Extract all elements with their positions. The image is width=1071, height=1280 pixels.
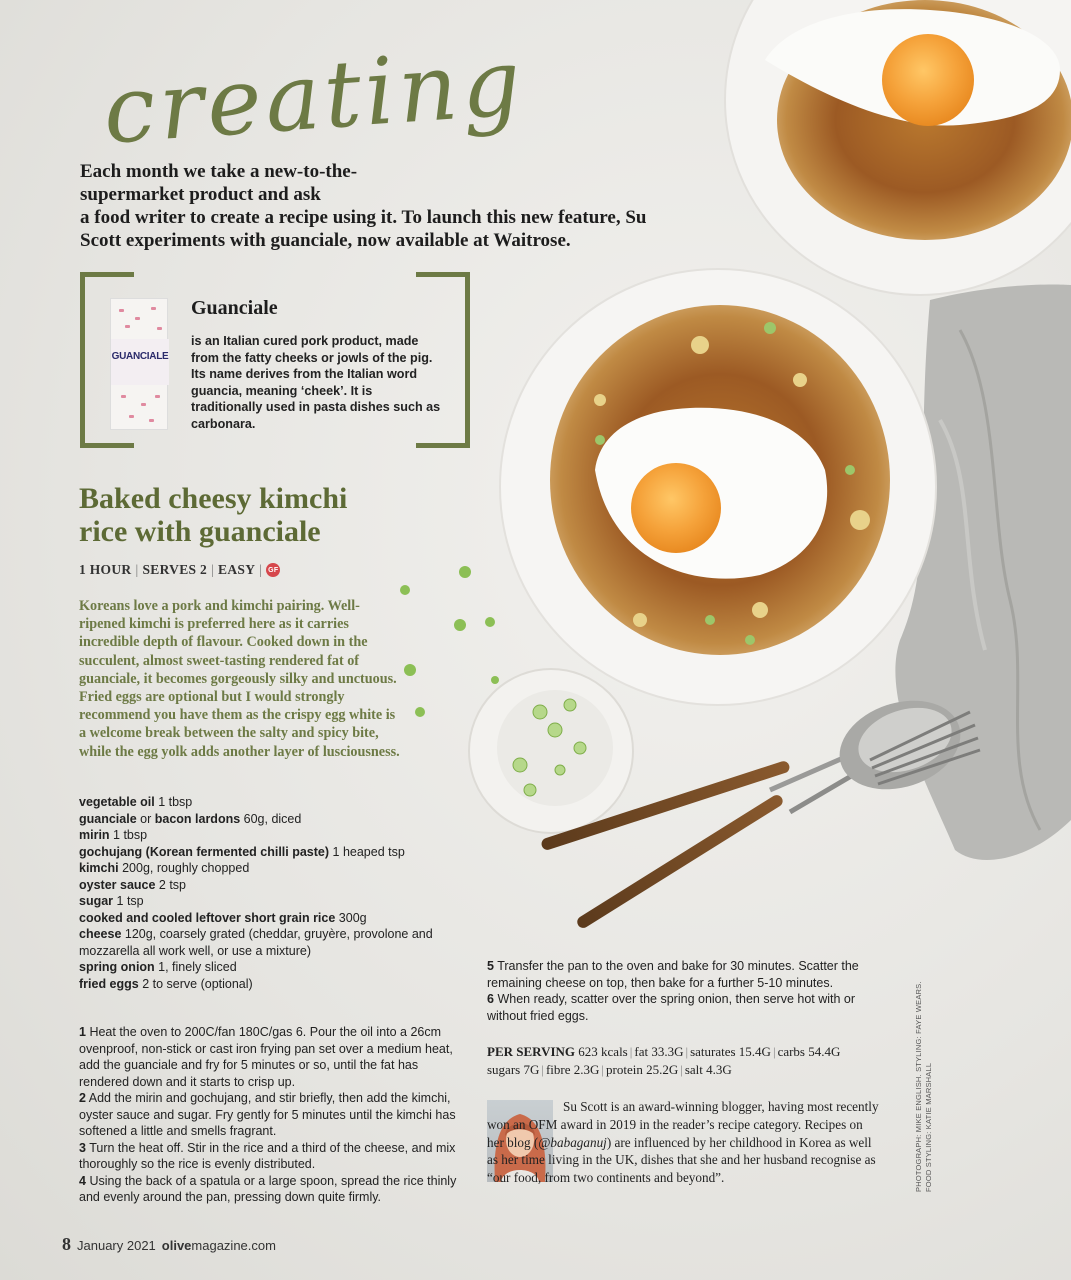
- recipe-meta: 1 HOUR | SERVES 2 | EASY | GF: [79, 562, 279, 577]
- ingredient-item: kimchi 200g, roughly chopped: [79, 861, 250, 875]
- section-kicker: creating: [100, 28, 528, 165]
- recipe-title: Baked cheesy kimchi rice with guanciale: [79, 482, 348, 548]
- nutrition-info: PER SERVING 623 kcals | fat 33.3G | saturates 15.4G | carbs 54.4G sugars 7G | fibre 2.3G | protein 25.2G | salt 4.3G: [487, 1044, 841, 1077]
- recipe-serves: SERVES 2: [142, 562, 208, 577]
- ingredient-item: mirin 1 tbsp: [79, 828, 148, 842]
- ingredient-item: cooked and cooled leftover short grain rice 300g: [79, 910, 367, 925]
- pack-label: GUANCIALE: [111, 351, 169, 362]
- intro-line-2: a food writer to create a recipe using it. To launch this new feature, Su Scott experiments with guanciale, now available at Waitrose.: [80, 207, 647, 251]
- intro-text: [80, 160, 650, 252]
- info-box-title: Guanciale: [191, 297, 278, 319]
- guanciale-info-box: [80, 272, 470, 448]
- ingredient-item: gochujang (Korean fermented chilli paste) 1 heaped tsp: [79, 844, 405, 859]
- intro-line-1: Each month we take a new-to-the-supermarket product and ask: [80, 161, 358, 205]
- method-step: 4 Using the back of a spatula or a large spoon, spread the rice thinly and evenly around the pan, pressing down quite firmly.: [79, 1173, 457, 1204]
- gluten-free-icon: GF: [266, 563, 280, 577]
- photo-credits: PHOTOGRAPH: MIKE ENGLISH. STYLING: FAYE WEARS. FOOD STYLING: KATIE MARSHALL: [914, 981, 933, 1192]
- ingredients-list: [79, 794, 459, 992]
- ingredient-item: oyster sauce 2 tsp: [79, 877, 187, 892]
- egg-yolk-main: [631, 463, 721, 553]
- blog-handle: @babaganuj: [538, 1134, 607, 1150]
- page-number: 8: [62, 1234, 71, 1254]
- ingredient-item: vegetable oil 1 tbsp: [79, 795, 193, 809]
- issue-date: January 2021: [77, 1238, 156, 1253]
- ingredient-item: sugar 1 tsp: [79, 894, 144, 908]
- method-step: 1 Heat the oven to 200C/fan 180C/gas 6. Pour the oil into a 26cm ovenproof, non-stick or cast iron frying pan set over a medium heat, add the guanciale and fry for 5 minutes or so, until the fat has rendered down and it starts to crisp up.: [79, 1025, 453, 1089]
- ingredient-item: fried eggs 2 to serve (optional): [79, 976, 253, 991]
- egg-yolk-top: [882, 34, 974, 126]
- page-footer: [62, 1234, 276, 1255]
- recipe-time: 1 HOUR: [79, 562, 132, 577]
- author-bio: Su Scott is an award-winning blogger, having most recently won an OFM award in 2019 in the reader’s recipe category. Recipes on her blog (@babaganuj) are influenced by her childhood in Korea as well as her time living in the UK, dishes that she and her husband recognise as “our food, from two continents and beyond”.: [487, 1099, 879, 1186]
- method-step: 2 Add the mirin and gochujang, and stir briefly, then add the kimchi, oyster sauce and sugar. Fry gently for 5 minutes until the kimchi has softened a little and smells fragrant.: [79, 1091, 456, 1138]
- method-step: 5 Transfer the pan to the oven and bake for 30 minutes. Scatter the remaining cheese on top, then bake for a further 5-10 minutes.: [487, 959, 859, 990]
- guanciale-pack-image: [110, 298, 168, 430]
- method-steps: [79, 1024, 457, 1206]
- recipe-lede: Koreans love a pork and kimchi pairing. Well-ripened kimchi is preferred here as it carries incredible depth of flavour. Cooked down in the succulent, almost sweet-tasting rendered fat of guanciale, it becomes gorgeously silky and unctuous. Fried eggs are optional but I would strongly recommend you have them as the crispy egg white is a welcome break between the salty and spicy bite, while the egg yolk adds another layer of lusciousness.: [79, 598, 400, 760]
- method-step: 3 Turn the heat off. Stir in the rice and a third of the cheese, and mix thoroughly so the rice is evenly distributed.: [79, 1140, 456, 1171]
- ingredient-item: spring onion 1, finely sliced: [79, 960, 237, 974]
- nutrition-label: PER SERVING: [487, 1044, 576, 1059]
- ingredient-item: guanciale or bacon lardons 60g, diced: [79, 811, 302, 826]
- method-steps-continued: [487, 958, 877, 1024]
- magazine-brand: olivemagazine.com: [161, 1238, 276, 1253]
- recipe-difficulty: EASY: [218, 562, 256, 577]
- method-step: 6 When ready, scatter over the spring onion, then serve hot with or without fried eggs.: [487, 992, 856, 1023]
- info-box-text: is an Italian cured pork product, made from the fatty cheeks or jowls of the pig. Its name derives from the Italian word guancia, meaning ‘cheek’. It is traditionally used in pasta dishes such as carbonara.: [191, 334, 441, 431]
- ingredient-item: cheese 120g, coarsely grated (cheddar, gruyère, provolone and mozzarella all work well, or use a mixture): [79, 927, 433, 958]
- fork-handle: [575, 793, 785, 930]
